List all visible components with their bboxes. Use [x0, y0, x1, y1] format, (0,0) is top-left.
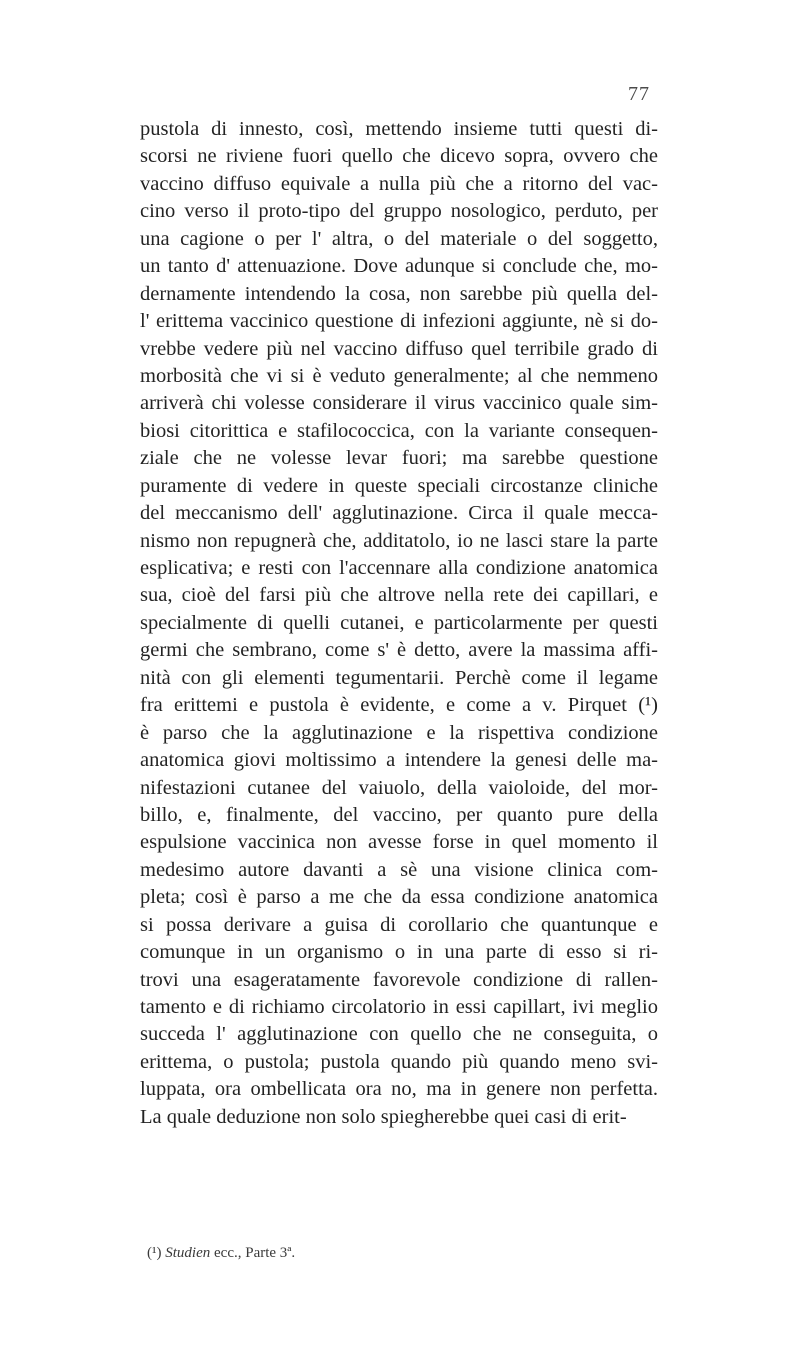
text-line: erittema, o pustola; pustola quando più quando meno svi-: [140, 1050, 658, 1073]
text-line: specialmente di quelli cutanei, e particolarmente per questi: [140, 611, 658, 634]
footnote: [147, 1244, 295, 1262]
body-text: [140, 116, 658, 1131]
text-line: vaccino diffuso equivale a nulla più che a ritorno del vac-: [140, 172, 658, 195]
text-line: l' erittema vaccinico questione di infezioni aggiunte, nè si do-: [140, 310, 658, 333]
text-line: esplicativa; e resti con l'accennare alla condizione anatomica: [140, 557, 658, 579]
text-line: puramente di vedere in queste speciali circostanze cliniche: [140, 474, 658, 497]
text-line: fra erittemi e pustola è evidente, e come a v. Pirquet (¹): [140, 694, 658, 717]
text-line: comunque in un organismo o in una parte di esso si ri-: [140, 941, 658, 964]
footnote-work-title: Studien: [165, 1245, 211, 1261]
text-line: si possa derivare a guisa di corollario che quantunque e: [140, 913, 658, 936]
text-line: nismo non repugnerà che, additatolo, io ne lasci stare la parte: [140, 529, 658, 552]
text-line: anatomica giovi moltissimo a intendere la genesi delle ma-: [140, 749, 658, 772]
text-line: medesimo autore davanti a sè una visione clinica com-: [140, 858, 658, 881]
text-line: cino verso il proto-tipo del gruppo nosologico, perduto, per: [140, 200, 658, 223]
text-line: arriverà chi volesse considerare il virus vaccinico quale sim-: [140, 392, 658, 415]
text-line: nità con gli elementi tegumentarii. Perchè come il legame: [140, 666, 658, 689]
text-line: billo, e, finalmente, del vaccino, per quanto pure della: [140, 803, 658, 826]
text-line: biosi citorittica e stafilococcica, con la variante consequen-: [140, 419, 658, 442]
page-number: 77: [628, 83, 650, 105]
text-line: espulsione vaccinica non avesse forse in quel momento il: [140, 831, 658, 854]
text-line: germi che sembrano, come s' è detto, avere la massima affi-: [140, 639, 658, 662]
text-line: scorsi ne riviene fuori quello che dicevo sopra, ovvero che: [140, 145, 658, 168]
text-line: pleta; così è parso a me che da essa condizione anatomica: [140, 886, 658, 909]
text-line: ziale che ne volesse levar fuori; ma sarebbe questione: [140, 447, 658, 470]
footnote-reference: ecc., Parte 3ª.: [214, 1245, 296, 1261]
text-line: La quale deduzione non solo spiegherebbe quei casi di erit-: [140, 1105, 627, 1128]
text-line: morbosità che vi si è veduto generalmente; al che nemmeno: [140, 364, 658, 387]
text-line: dernamente intendendo la cosa, non sarebbe più quella del-: [140, 282, 658, 305]
text-line: un tanto d' attenuazione. Dove adunque si conclude che, mo-: [140, 255, 658, 278]
text-line: è parso che la agglutinazione e la rispettiva condizione: [140, 721, 658, 744]
text-line: del meccanismo dell' agglutinazione. Circa il quale mecca-: [140, 502, 658, 525]
text-line: una cagione o per l' altra, o del materiale o del soggetto,: [140, 227, 658, 250]
text-line: vrebbe vedere più nel vaccino diffuso quel terribile grado di: [140, 337, 658, 360]
text-line: succeda l' agglutinazione con quello che ne conseguita, o: [140, 1023, 658, 1046]
text-line: luppata, ora ombellicata ora no, ma in genere non perfetta.: [140, 1078, 658, 1101]
text-line: pustola di innesto, così, mettendo insieme tutti questi di-: [140, 118, 658, 140]
text-line: trovi una esageratamente favorevole condizione di rallen-: [140, 968, 658, 991]
footnote-marker: (¹): [147, 1245, 162, 1261]
text-line: tamento e di richiamo circolatorio in essi capillart, ivi meglio: [140, 996, 658, 1018]
text-line: nifestazioni cutanee del vaiuolo, della vaioloide, del mor-: [140, 776, 658, 799]
text-line: sua, cioè del farsi più che altrove nella rete dei capillari, e: [140, 584, 658, 607]
